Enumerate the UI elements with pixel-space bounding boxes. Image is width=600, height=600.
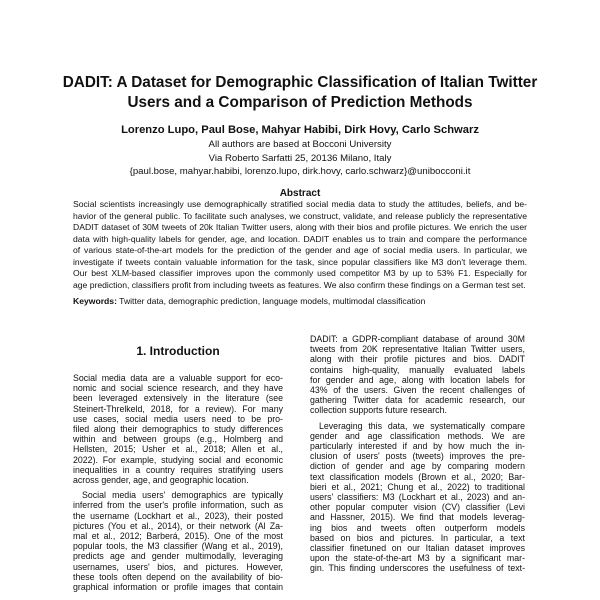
text-line: been leveraged extensively in the literature (see [73,393,283,404]
paper-title: DADIT: A Dataset for Demographic Classification of Italian Twitter Users and a Comparison of Prediction Methods [62,74,538,111]
text-line: 2022). For example, studying social and economic [73,454,283,465]
text-line: gin. This finding underscores the usefulness of text- [310,563,525,574]
text-line: bieri et al., 2021; Chung et al., 2022) to traditional [310,481,525,492]
section-heading: 1. Introduction [136,344,220,358]
text-line: age prediction, classifiers profit from including tweets as features. We also confirm these findings on a German test set. [73,279,526,290]
abstract-text [73,199,527,291]
text-line: based on bios and pictures. In particular, a text [310,532,525,543]
text-line: within and between groups (e.g., Holmberg and [73,434,283,445]
text-line: of various state-of-the-art models for the prediction of the gender and age of social media users. In particular, we [73,245,527,255]
text-line: collection supports future research. [310,405,447,416]
text-line: Social media data are a valuable support for eco- [73,373,283,383]
text-line: inequalities in a country requires stratifying users [73,464,283,475]
text-line: havior of the general public. To facilitate such analyses, we construct, validate, and release publicly the representative [73,210,527,221]
text-line: upon the state-of-the-art M3 by a significant mar- [310,553,525,564]
text-line: users' classifiers: M3 (Lockhart et al., 2023) and an- [310,492,525,503]
text-line: these tools often depend on the availability of bio- [73,571,283,582]
text-line: along with their profile pictures and bios. DADIT [310,354,525,365]
paragraph [73,373,283,485]
address: Via Roberto Sarfatti 25, 20136 Milano, Italy [208,153,392,164]
text-line: DADIT: a GDPR-compliant database of around 30M [310,334,525,344]
keywords: Keywords: Twitter data, demographic prediction, language models, multimodal classification [73,296,426,306]
text-line: Hellsten, 2015; Usher et al., 2018; Allen et al., [73,444,283,455]
text-line: for gender and age, along with location labels for [310,374,525,385]
text-line: Leveraging this data, we systematically compare [319,420,525,431]
text-line: Steinert-Threlkeld, 2018, for a review). For many [73,403,283,414]
affiliation: All authors are based at Bocconi University [208,139,392,150]
text-line: DADIT dataset of 30M tweets of 20k Italian Twitter users, along with their bios and profile pictures. We enrich the user [73,222,527,232]
right-column [310,334,525,574]
paragraph [310,334,525,416]
text-line: gender and age classification methods. We are [310,430,525,441]
text-line: nomic and social science research, and they have [73,383,283,394]
text-line: Our best XLM-based classifier improves upon the commonly used competitor M3 by up to 53% F1. Especially for [73,268,527,278]
text-line: contains high-quality, manually evaluated labels [310,364,525,375]
text-line: investigate if tweets contain valuable information for the task, since popular classifiers like M3 don't leverage them. [73,256,527,267]
text-line: ing bios and tweets often outperform models [310,522,525,533]
text-line: 43% of the users. Given the recent challenges of [310,385,525,396]
text-line: tweets from 20K representative Italian Twitter users, [310,344,525,355]
text-line: diction of gender and age by comparing modern [310,461,525,472]
text-line: use cases, social media users need to be pro- [73,413,283,424]
text-line: other popular computer vision (CV) classifier (Levi [310,502,525,513]
text-line: popular tools, the M3 classifier (Wang et al., 2019), [73,541,283,552]
text-line: pictures (You et al., 2014), or their network (Al Za- [73,520,283,531]
text-line: particularly interested if and by how much the in- [310,441,525,452]
author-list: Lorenzo Lupo, Paul Bose, Mahyar Habibi, Dirk Hovy, Carlo Schwarz [121,124,479,136]
text-line: graphical information or profile images that contain [73,582,283,593]
text-line: data with high-quality labels for gender, age, and location. DADIT enables us to train and compare the performance [73,233,527,244]
text-line: text classification models (Brown et al., 2020; Bar- [310,471,525,482]
abstract-heading: Abstract [279,188,321,199]
text-line: classifier finetuned on our Italian dataset improves [310,543,525,554]
text-line: usernames, users' bios, and pictures. However, [73,561,283,572]
paragraph [73,490,283,592]
text-line: Social media users' demographics are typically [82,490,283,501]
text-line: filed along their demographics to study differences [73,424,283,435]
text-line: mal et al., 2012; Barberá, 2015). One of the most [73,531,283,542]
text-line: inferred from the user's profile information, such as [73,500,283,511]
text-line: predicts age and gender multimodally, leveraging [73,551,283,562]
text-line: Social scientists increasingly use demographically stratified social media data to study the attitudes, beliefs, and be- [73,199,527,209]
emails: {paul.bose, mahyar.habibi, lorenzo.lupo, dirk.hovy, carlo.schwarz}@unibocconi.it [129,166,471,177]
left-column [73,373,283,592]
text-line: and Hassner, 2015). We find that models leverag- [310,512,525,523]
text-line: clusion of users' posts (tweets) improves the pre- [310,451,525,462]
text-line: gathering Twitter data for academic research, our [310,395,525,406]
text-line: across gender, age, and geographic location. [73,475,249,486]
paragraph [310,421,525,574]
text-line: the username (Lockhart et al., 2023), their posted [73,510,283,521]
